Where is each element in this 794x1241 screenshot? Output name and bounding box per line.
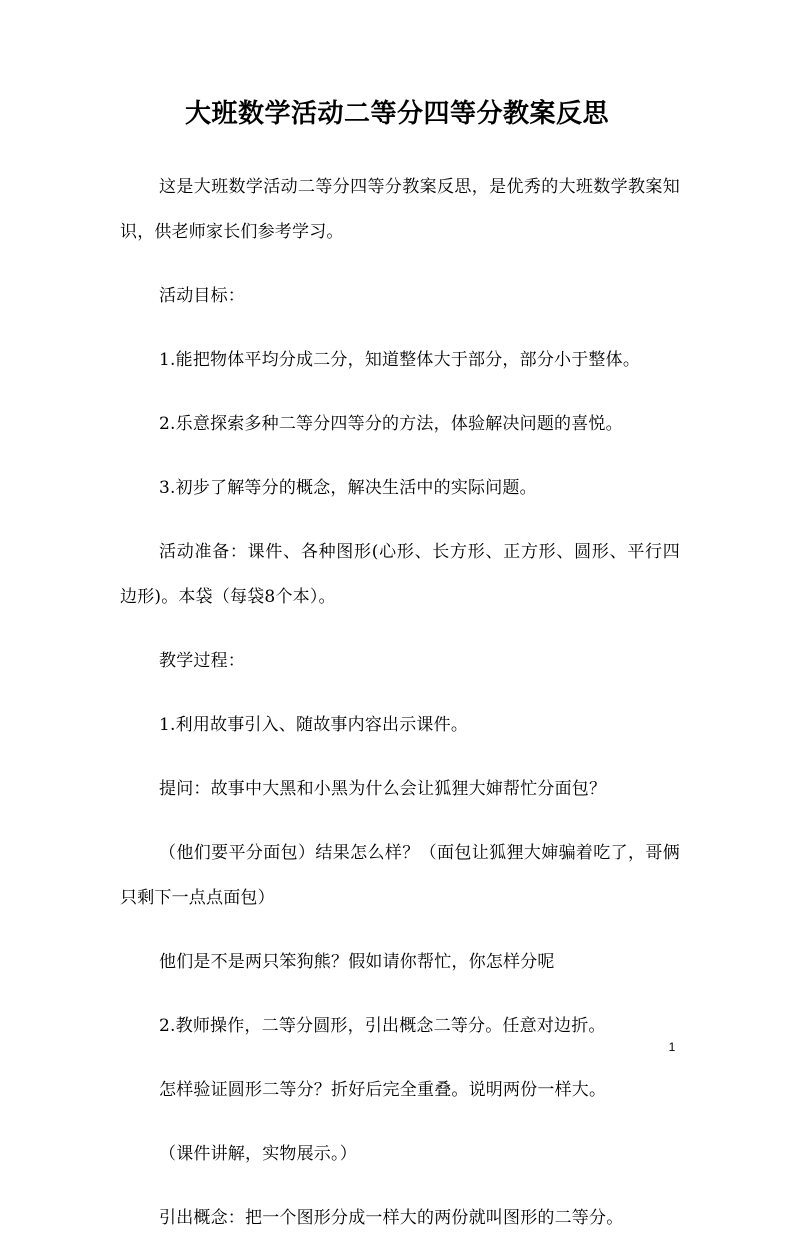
paragraph-process-heading: 教学过程： — [159, 651, 245, 671]
paragraph-goal-3: 3.初步了解等分的概念，解决生活中的实际问题。 — [159, 478, 537, 498]
paragraph-follow-up: 他们是不是两只笨狗熊？假如请你帮忙，你怎样分呢 — [159, 952, 555, 972]
document-body — [120, 165, 680, 1241]
paragraph-preparation: 活动准备：课件、各种图形(心形、长方形、正方形、圆形、平行四边形)。本袋（每袋8个本）。 — [120, 542, 680, 607]
paragraph-goal-1: 1.能把物体平均分成二分，知道整体大于部分，部分小于整体。 — [159, 350, 641, 370]
document-title: 大班数学活动二等分四等分教案反思 — [184, 99, 609, 129]
paragraph-verify: 怎样验证圆形二等分？折好后完全重叠。说明两份一样大。 — [159, 1080, 607, 1100]
page-number: 1 — [668, 1040, 676, 1054]
paragraph-goal-2: 2.乐意探索多种二等分四等分的方法，体验解决问题的喜悦。 — [159, 414, 623, 434]
paragraph-concept: 引出概念：把一个图形分成一样大的两份就叫图形的二等分。 — [159, 1208, 624, 1228]
paragraph-demo: （课件讲解，实物展示。） — [159, 1144, 357, 1164]
paragraph-step-1: 1.利用故事引入、随故事内容出示课件。 — [159, 715, 469, 735]
paragraph-intro: 这是大班数学活动二等分四等分教案反思，是优秀的大班数学教案知识，供老师家长们参考学习。 — [120, 177, 680, 242]
paragraph-answer: （他们要平分面包）结果怎么样？（面包让狐狸大婶骗着吃了，哥俩只剩下一点点面包） — [120, 843, 680, 908]
paragraph-question: 提问：故事中大黑和小黑为什么会让狐狸大婶帮忙分面包？ — [159, 779, 607, 799]
paragraph-step-2: 2.教师操作，二等分圆形，引出概念二等分。任意对边折。 — [159, 1016, 606, 1036]
paragraph-goals-heading: 活动目标： — [159, 286, 245, 306]
